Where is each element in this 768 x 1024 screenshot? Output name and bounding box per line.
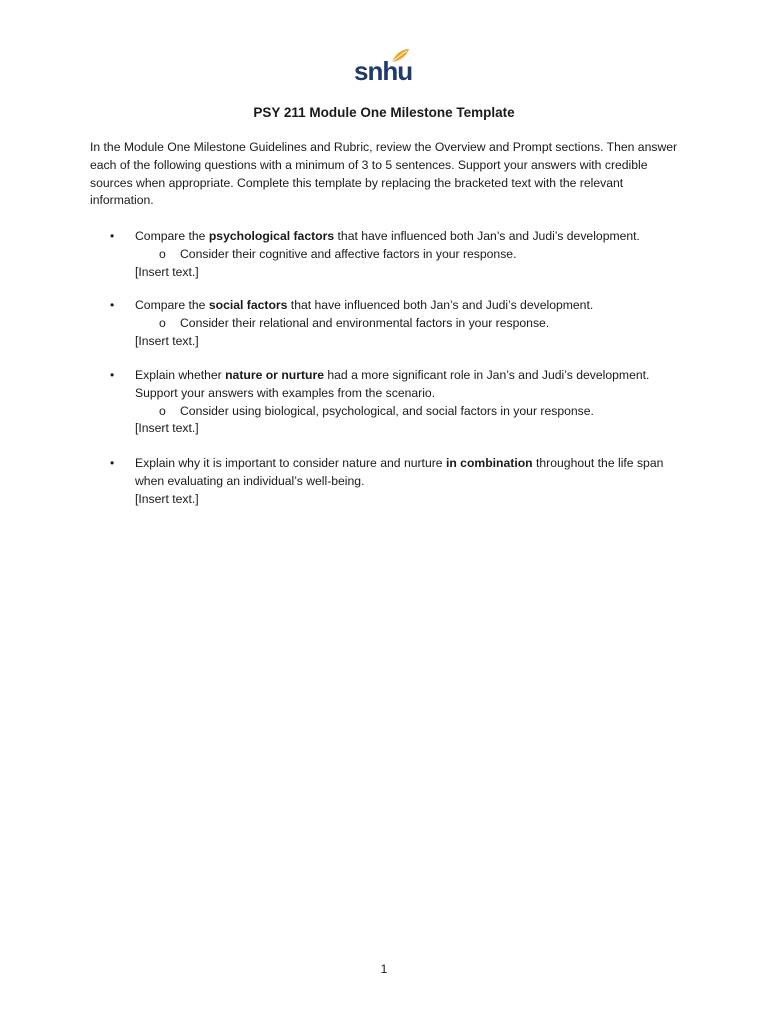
question-item-2 [110, 297, 680, 350]
page-number: 1 [380, 962, 388, 976]
bullet-icon: • [110, 456, 115, 470]
question-item-3 [110, 367, 680, 438]
question-text: Compare the social factors that have influenced both Jan’s and Judi’s development. [135, 298, 594, 312]
insert-text-placeholder[interactable]: [Insert text.] [135, 421, 199, 436]
question-text: Explain whether nature or nurture had a more significant role in Jan’s and Judi’s development. Support your answers with examples from the scenario. [135, 368, 650, 400]
sub-bullet-icon: o [159, 403, 166, 418]
insert-text-placeholder[interactable]: [Insert text.] [135, 264, 199, 279]
logo-wordmark: snhu [354, 56, 413, 86]
sub-bullet-icon: o [159, 246, 166, 261]
sub-bullet-icon: o [159, 315, 166, 330]
question-item-4 [110, 455, 680, 508]
bullet-icon: • [110, 368, 115, 382]
sub-point: o Consider their relational and environmental factors in your response. [135, 315, 680, 333]
insert-text-placeholder[interactable]: [Insert text.] [135, 333, 199, 348]
question-item-1 [110, 228, 680, 281]
sub-point: o Consider using biological, psychological, and social factors in your response. [135, 403, 680, 421]
question-text: Compare the psychological factors that have influenced both Jan’s and Judi’s development. [135, 229, 640, 243]
question-text: Explain why it is important to consider nature and nurture in combination throughout the life span when evaluating an individual’s well-being. [135, 456, 664, 488]
page-title: PSY 211 Module One Milestone Template [253, 105, 515, 120]
insert-text-placeholder[interactable]: [Insert text.] [135, 491, 199, 506]
bullet-icon: • [110, 229, 115, 243]
bullet-icon: • [110, 298, 115, 312]
sub-point: o Consider their cognitive and affective factors in your response. [135, 246, 680, 264]
snhu-logo [354, 48, 413, 88]
intro-paragraph: In the Module One Milestone Guidelines and Rubric, review the Overview and Prompt sections. Then answer each of the following questions with a minimum of 3 to 5 sentences. Support your answers with credible sources when appropriate. Complete this template by replacing the bracketed text with the relevant information. [90, 140, 678, 208]
